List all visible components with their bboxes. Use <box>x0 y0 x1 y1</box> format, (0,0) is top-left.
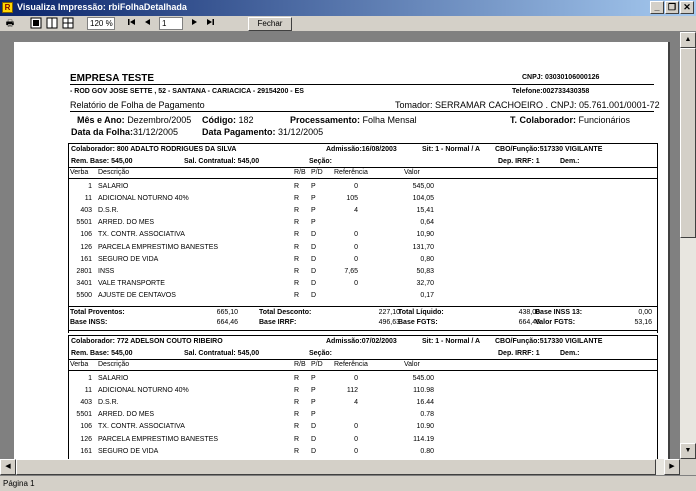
data-folha-label: Data da Folha: <box>71 127 134 137</box>
cell-verba: 106 <box>80 231 92 239</box>
data-pagamento-value: 31/12/2005 <box>278 127 324 137</box>
column-header-top <box>68 167 658 168</box>
cell-verba: 106 <box>80 423 92 431</box>
cell-verba: 11 <box>84 387 92 395</box>
demissao: Dem.: <box>560 350 580 357</box>
data-folha-value: 31/12/2005 <box>133 127 179 137</box>
cell-rb: R <box>294 195 300 203</box>
cell-valor: 131,70 <box>412 243 434 251</box>
report-page <box>14 42 670 459</box>
cell-pd: P <box>311 207 316 215</box>
column-header: Valor <box>404 169 420 176</box>
cell-referencia: 0 <box>354 423 358 431</box>
base-inss-label: Base INSS: <box>70 319 108 326</box>
column-header: Referência <box>334 361 368 368</box>
cell-pd: P <box>311 411 316 419</box>
vertical-scrollbar[interactable] <box>680 32 696 459</box>
secao: Seção: <box>309 350 332 357</box>
cell-verba: 161 <box>80 255 92 263</box>
cell-referencia: 0 <box>354 231 358 239</box>
total-desconto-label: Total Desconto: <box>259 309 312 316</box>
title-bar <box>0 0 696 16</box>
cell-descricao: ADICIONAL NOTURNO 40% <box>98 195 189 203</box>
codigo-value: 182 <box>238 115 254 125</box>
cell-valor: 104,05 <box>412 195 434 203</box>
cell-verba: 5501 <box>76 219 92 227</box>
data-pagamento-label: Data Pagamento: <box>202 127 276 137</box>
situacao: Sit: 1 - Normal / A <box>422 146 481 153</box>
company-phone: Telefone:002733430358 <box>512 88 590 95</box>
cell-referencia: 0 <box>354 435 358 443</box>
cell-rb: R <box>294 291 300 299</box>
cell-referencia: 0 <box>354 243 358 251</box>
cell-referencia: 0 <box>354 279 358 287</box>
company-address: - ROD GOV JOSE SETTE , 52 - SANTANA - CARIACICA - 29154200 - ES <box>70 88 304 95</box>
cell-referencia: 0 <box>354 447 358 455</box>
cell-rb: R <box>294 423 300 431</box>
cell-valor: 0,80 <box>420 255 434 263</box>
cell-referencia: 4 <box>354 399 358 407</box>
situacao: Sit: 1 - Normal / A <box>422 338 481 345</box>
cell-descricao: SALARIO <box>98 375 129 382</box>
cell-valor: 545.00 <box>412 375 434 382</box>
cbo-funcao: CBO/Função:517330 VIGILANTE <box>495 146 603 153</box>
cell-referencia: 105 <box>346 195 358 203</box>
column-header: Descrição <box>98 361 130 368</box>
section-right-border <box>657 335 658 459</box>
cell-referencia: 4 <box>354 207 358 215</box>
multi-pages-icon[interactable] <box>62 17 74 30</box>
cell-pd: P <box>311 183 316 190</box>
cell-verba: 1 <box>88 183 92 190</box>
cell-descricao: TX. CONTR. ASSOCIATIVA <box>98 231 185 239</box>
first-page-icon[interactable] <box>126 17 138 30</box>
section-top-border <box>68 335 658 336</box>
cell-valor: 0,17 <box>420 291 434 299</box>
cell-pd: D <box>311 447 317 455</box>
header-rule <box>70 84 654 85</box>
cell-valor: 15,41 <box>416 207 434 215</box>
cell-pd: P <box>311 219 316 227</box>
page-number-input[interactable]: 1 <box>159 17 183 30</box>
section-top-border <box>68 143 658 144</box>
column-header: R/B <box>294 169 306 176</box>
processamento-value: Folha Mensal <box>362 115 417 125</box>
app-icon: R <box>2 2 13 13</box>
scroll-corner <box>680 459 696 475</box>
cell-rb: R <box>294 279 300 287</box>
section-left-border <box>68 143 69 333</box>
base-irrf-label: Base IRRF: <box>259 319 297 326</box>
cell-valor: 110.98 <box>413 387 434 395</box>
cell-valor: 0.80 <box>420 447 434 455</box>
cell-rb: R <box>294 411 300 419</box>
single-page-icon[interactable] <box>30 17 42 30</box>
horizontal-scroll-thumb[interactable] <box>16 459 656 475</box>
mes-ano-label: Mês e Ano: <box>77 115 125 125</box>
cell-valor: 114.19 <box>413 435 434 443</box>
tcolab-value: Funcionários <box>578 115 631 125</box>
totals-rule <box>68 306 658 307</box>
tcolab-label: T. Colaborador: <box>510 115 577 125</box>
cell-valor: 10.90 <box>416 423 434 431</box>
cell-valor: 50,83 <box>416 267 434 275</box>
cell-descricao: SEGURO DE VIDA <box>98 447 159 455</box>
scroll-right-icon[interactable]: ▶ <box>664 459 680 475</box>
scroll-left-icon[interactable]: ◀ <box>0 459 16 475</box>
next-page-icon[interactable] <box>188 17 200 30</box>
minimize-button[interactable]: _ <box>650 1 664 14</box>
rem-base: Rem. Base: 545,00 <box>71 350 133 357</box>
base-inss-value: 664,46 <box>216 319 238 326</box>
column-header: Verba <box>70 361 89 368</box>
cell-verba: 126 <box>80 435 92 443</box>
cell-descricao: ARRED. DO MES <box>98 219 155 227</box>
cell-descricao: INSS <box>98 267 115 275</box>
cell-referencia: 0 <box>354 255 358 263</box>
cell-valor: 16.44 <box>416 399 434 407</box>
cell-rb: R <box>294 267 300 275</box>
header-rule-2 <box>70 111 654 112</box>
cell-descricao: PARCELA EMPRESTIMO BANESTES <box>98 243 219 251</box>
column-header-bottom <box>68 370 658 371</box>
column-header: Valor <box>404 361 420 368</box>
cell-pd: P <box>311 399 316 407</box>
report-title: Relatório de Folha de Pagamento <box>70 100 205 110</box>
demissao: Dem.: <box>560 158 580 165</box>
cell-rb: R <box>294 219 300 227</box>
column-header: Verba <box>70 169 89 176</box>
cell-rb: R <box>294 231 300 239</box>
column-header-bottom <box>68 178 658 179</box>
two-pages-icon[interactable] <box>46 17 58 30</box>
cell-descricao: SALARIO <box>98 183 129 190</box>
cell-rb: R <box>294 399 300 407</box>
cell-descricao: ARRED. DO MES <box>98 411 155 419</box>
preview-area[interactable] <box>0 32 680 459</box>
cell-verba: 126 <box>80 243 92 251</box>
cell-pd: D <box>311 255 317 263</box>
codigo-label: Código: <box>202 115 236 125</box>
cell-verba: 5500 <box>76 291 92 299</box>
processamento-label: Processamento: <box>290 115 361 125</box>
vertical-scroll-thumb[interactable] <box>680 48 696 238</box>
cell-rb: R <box>294 183 300 190</box>
cell-valor: 545,00 <box>412 183 434 190</box>
base-irrf-value: 496,63 <box>378 319 400 326</box>
cell-referencia: 112 <box>346 387 358 395</box>
admissao: Admissão:07/02/2003 <box>326 338 397 345</box>
cell-rb: R <box>294 447 300 455</box>
total-proventos-label: Total Proventos: <box>70 309 125 316</box>
scroll-down-icon[interactable]: ▼ <box>680 443 696 459</box>
cell-referencia: 0 <box>354 183 358 190</box>
cell-pd: D <box>311 231 317 239</box>
cell-pd: P <box>311 387 316 395</box>
section-bottom-border <box>68 330 658 331</box>
print-icon[interactable]: 🖶 <box>5 18 15 28</box>
cell-descricao: ADICIONAL NOTURNO 40% <box>98 387 189 395</box>
scroll-up-icon[interactable]: ▲ <box>680 32 696 48</box>
status-bar: Página 1 <box>0 475 696 491</box>
fechar-button[interactable]: Fechar <box>248 17 292 31</box>
window-title: Visualiza Impressão: rbiFolhaDetalhada <box>17 2 187 12</box>
cell-verba: 1 <box>88 375 92 382</box>
cell-rb: R <box>294 435 300 443</box>
colaborador-info: Colaborador: 772 ADELSON COUTO RIBEIRO <box>71 338 223 345</box>
rem-base: Rem. Base: 545,00 <box>71 158 133 165</box>
base-inss13-label: Base INSS 13: <box>535 309 583 316</box>
section-right-border <box>657 143 658 333</box>
cell-verba: 2801 <box>76 267 92 275</box>
cell-verba: 403 <box>80 399 92 407</box>
cell-rb: R <box>294 387 300 395</box>
secao: Seção: <box>309 158 332 165</box>
cell-descricao: VALE TRANSPORTE <box>98 279 165 287</box>
cell-descricao: SEGURO DE VIDA <box>98 255 159 263</box>
cell-pd: P <box>311 195 316 203</box>
cell-verba: 3401 <box>76 279 92 287</box>
column-header: P/D <box>311 169 323 176</box>
cell-descricao: PARCELA EMPRESTIMO BANESTES <box>98 435 219 443</box>
mes-ano-value: Dezembro/2005 <box>127 115 192 125</box>
company-cnpj: CNPJ: 03030106000126 <box>522 74 600 81</box>
base-inss13-value: 0,00 <box>638 309 652 316</box>
cell-descricao: TX. CONTR. ASSOCIATIVA <box>98 423 185 431</box>
sal-contratual: Sal. Contratual: 545,00 <box>184 158 260 165</box>
cell-verba: 403 <box>80 207 92 215</box>
valor-fgts-value: 53,16 <box>634 319 652 326</box>
base-fgts-label: Base FGTS: <box>398 319 438 326</box>
zoom-input[interactable]: 120 % <box>87 17 115 30</box>
cell-rb: R <box>294 243 300 251</box>
toolbar <box>0 16 696 32</box>
cell-descricao: D.S.R. <box>98 207 119 215</box>
horizontal-scrollbar[interactable] <box>0 459 680 475</box>
dep-irrf: Dep. IRRF: 1 <box>498 350 540 357</box>
colaborador-info: Colaborador: 800 ADALTO RODRIGUES DA SILVA <box>71 146 237 153</box>
cell-pd: P <box>311 375 316 382</box>
cell-descricao: AJUSTE DE CENTAVOS <box>98 291 176 299</box>
close-window-button[interactable]: ✕ <box>680 1 694 14</box>
cell-valor: 32,70 <box>416 279 434 287</box>
cell-referencia: 7,65 <box>344 267 358 275</box>
total-liquido-label: Total Líquido: <box>398 309 444 316</box>
total-proventos-value: 665,10 <box>216 309 238 316</box>
cell-pd: D <box>311 243 317 251</box>
sal-contratual: Sal. Contratual: 545,00 <box>184 350 260 357</box>
cell-rb: R <box>294 207 300 215</box>
column-header: Referência <box>334 169 368 176</box>
cell-verba: 161 <box>80 447 92 455</box>
cell-valor: 0.78 <box>420 411 434 419</box>
base-fgts-value: 664,46 <box>518 319 540 326</box>
cell-pd: D <box>311 423 317 431</box>
admissao: Admissão:16/08/2003 <box>326 146 397 153</box>
cell-valor: 10,90 <box>416 231 434 239</box>
cbo-funcao: CBO/Função:517330 VIGILANTE <box>495 338 603 345</box>
tomador: Tomador: SERRAMAR CACHOEIRO . CNPJ: 05.761.001/0001-72 <box>395 100 660 110</box>
cell-rb: R <box>294 375 300 382</box>
valor-fgts-label: Valor FGTS: <box>535 319 576 326</box>
column-header: Descrição <box>98 169 130 176</box>
column-header: P/D <box>311 361 323 368</box>
column-header: R/B <box>294 361 306 368</box>
total-desconto-value: 227,10 <box>378 309 400 316</box>
cell-descricao: D.S.R. <box>98 399 119 407</box>
last-page-icon[interactable] <box>204 17 216 30</box>
total-liquido-value: 438,00 <box>518 309 540 316</box>
cell-verba: 11 <box>84 195 92 203</box>
section-left-border <box>68 335 69 459</box>
cell-rb: R <box>294 255 300 263</box>
cell-pd: D <box>311 291 317 299</box>
cell-verba: 5501 <box>76 411 92 419</box>
cell-pd: D <box>311 435 317 443</box>
restore-button[interactable]: ❐ <box>665 1 679 14</box>
dep-irrf: Dep. IRRF: 1 <box>498 158 540 165</box>
company-name: EMPRESA TESTE <box>70 73 155 84</box>
cell-valor: 0,64 <box>420 219 434 227</box>
cell-pd: D <box>311 267 317 275</box>
column-header-top <box>68 359 658 360</box>
cell-pd: D <box>311 279 317 287</box>
cell-referencia: 0 <box>354 375 358 382</box>
previous-page-icon[interactable] <box>142 17 154 30</box>
